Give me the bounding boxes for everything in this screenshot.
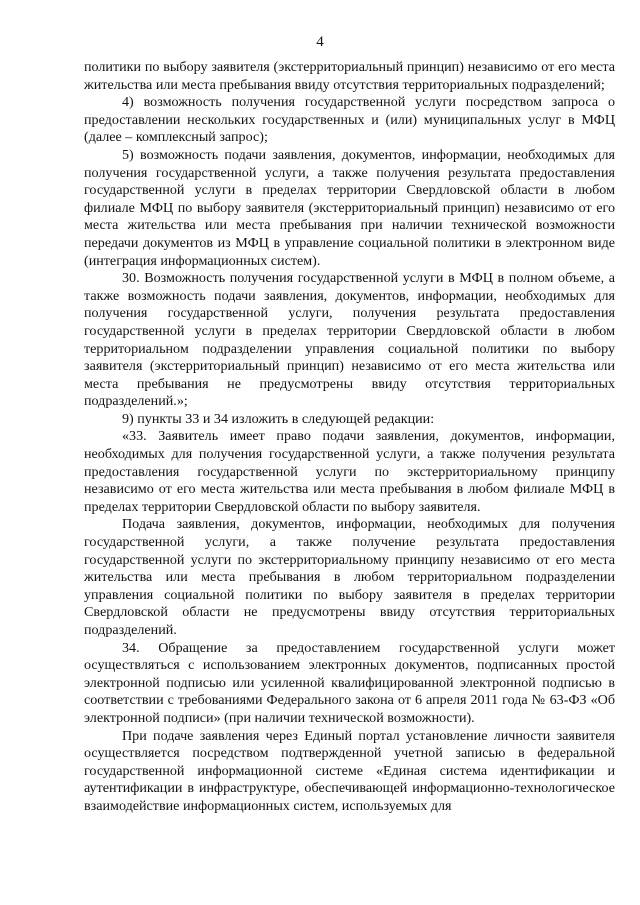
paragraph-3: 5) возможность подачи заявления, документов, информации, необходимых для получения государственной услуги, а также получения результата предоставления государственной услуги в пределах территории Свердловской области в любом филиале МФЦ по выбору заявителя (экстерриториальный принцип) независимо от его места жительства или места пребывания при наличии технической возможности передачи документов из МФЦ в управление социальной политики в электронном виде (интеграция информационных систем). — [84, 146, 615, 269]
document-body — [84, 59, 615, 816]
paragraph-4: 30. Возможность получения государственной услуги в МФЦ в полном объеме, а также возможность подачи заявления, документов, информации, необходимых для получения государственной услуги, получения результата предоставления государственной услуги в пределах территории Свердловской области в любом территориальном подразделении управления социальной политики по выбору заявителя (экстерриториальный принцип) независимо от его места жительства или места пребывания не предусмотрены ввиду отсутствия территориальных подразделений.»; — [84, 270, 615, 410]
page-number: 4 — [316, 34, 324, 50]
paragraph-7: Подача заявления, документов, информации, необходимых для получения государственной услуги, а также получение результата предоставления государственной услуги по экстерриториальному принципу независимо от его места жительства или места пребывания в любом территориальном подразделении управления социальной политики по выбору заявителя в пределах территории Свердловской области не предусмотрены ввиду отсутствия территориальных подразделений. — [84, 516, 615, 638]
paragraph-6: «33. Заявитель имеет право подачи заявления, документов, информации, необходимых для получения государственной услуги, а также получения результата предоставления государственной услуги по экстерриториальному принципу независимо от его места жительства или места пребывания в любом филиале МФЦ в пределах территории Свердловской области по выбору заявителя. — [84, 428, 615, 515]
paragraph-8: 34. Обращение за предоставлением государственной услуги может осуществляться с использованием электронных документов, подписанных простой электронной подписью или усиленной квалифицированной электронной подписью в соответствии с требованиями Федерального закона от 6 апреля 2011 года № 63-ФЗ «Об электронной подписи» (при наличии технической возможности). — [84, 639, 615, 726]
paragraph-5: 9) пункты 33 и 34 изложить в следующей редакции: — [122, 410, 435, 427]
paragraph-1: политики по выбору заявителя (экстерриториальный принцип) независимо от его места жительства или места пребывания ввиду отсутствия территориальных подразделений; — [84, 59, 615, 93]
paragraph-2: 4) возможность получения государственной услуги посредством запроса о предоставлении нескольких государственных и (или) муниципальных услуг в МФЦ (далее – комплексный запрос); — [84, 94, 615, 146]
paragraph-9: При подаче заявления через Единый портал установление личности заявителя осуществляется посредством подтвержденной учетной записью в федеральной государственной информационной системе «Единая система идентификации и аутентификации в инфраструктуре, обеспечивающей информационно-технологическое взаимодействие информационных систем, используемых для — [84, 727, 615, 814]
